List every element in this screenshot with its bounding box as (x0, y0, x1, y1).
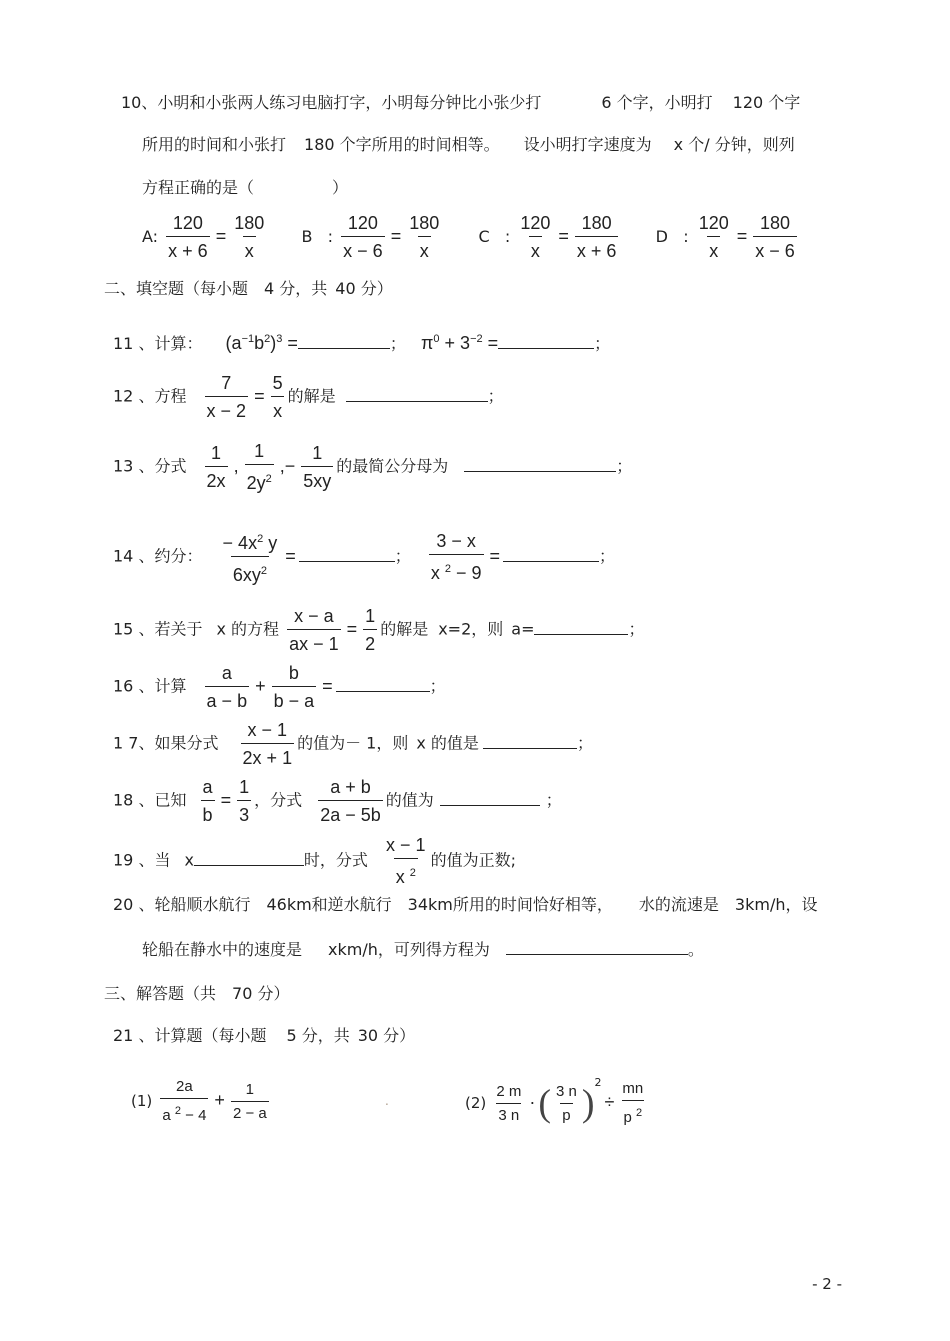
q10-line3 (142, 177, 348, 199)
q17-text2: x 的值是 (416, 733, 479, 753)
q13-frac-3: $\frac{1}{5xy}$ (303, 443, 332, 491)
q19 (113, 834, 516, 888)
q21-2-frac-1: $\frac{2 m}{3 n}$ (496, 1082, 522, 1124)
q13-text: 的最简公分母为 (336, 456, 449, 476)
option-d-left-frac (697, 212, 731, 262)
q12-blank[interactable] (346, 385, 488, 402)
section2-total: 40 分） (335, 279, 393, 298)
q21-heading (113, 1025, 415, 1047)
q20-text-c: 34km所用的时间恰好相等， (407, 895, 613, 914)
q10-paren-close: ） (332, 178, 349, 197)
q20-blank[interactable] (506, 938, 688, 955)
q11-blank-2[interactable] (498, 332, 594, 349)
q12-text: 的解是 (287, 386, 336, 406)
option-c-label: C : (478, 226, 511, 246)
q10-line1 (121, 92, 800, 114)
q15-end: ； (628, 619, 645, 639)
q17-end: ； (576, 733, 593, 753)
q11-sep: ； (389, 334, 406, 353)
q16-blank[interactable] (336, 675, 430, 692)
q17-label: 1 7、如果分式 (113, 733, 219, 753)
q18-text: 的值为 (385, 790, 434, 810)
q10-text-f: 设小明打字速度为 (523, 135, 652, 154)
q19-x: x (184, 850, 194, 870)
q16: 16 、计算 $\frac{a}{a - b}$ + $\frac{b}{b - a}$ = ； (113, 663, 446, 711)
frac-den: x − 6 (753, 236, 797, 262)
q15-text: 的解是 (380, 619, 429, 639)
q12-label: 12 、方程 (113, 386, 187, 406)
frac-den: x + 6 (166, 236, 210, 262)
q10-text-d: 所用的时间和小张打 (142, 135, 287, 154)
frac-num: 180 (409, 213, 440, 233)
q21-label: 21 、计算题（每小题 (113, 1026, 267, 1045)
q15-left-frac: $\frac{x - a}{ax - 1}$ (289, 606, 339, 654)
q17-text: 的值为－ 1，则 (297, 733, 409, 753)
q15-cond: x=2，则 (438, 619, 504, 639)
q14-frac-2: $\frac{3 - x}{x ^2 - 9}$ (430, 531, 482, 583)
section2-points: 4 分，共 (264, 279, 328, 298)
q15-ask: a= (511, 619, 535, 639)
q21-part2: (2) $\frac{2 m}{3 n}$ ·( $\frac{3 n}{p}$ )$^2$÷ $\frac{mn}{p ^2}$ (465, 1076, 644, 1126)
q19-label: 19 、当 (113, 850, 171, 870)
q13-frac-1: $\frac{1}{2x}$ (206, 443, 226, 491)
q17 (113, 719, 593, 769)
q10-option-c[interactable]: C : $\frac{120}{x}$ = $\frac{180}{x + 6}$ (478, 213, 617, 261)
q10-option-d[interactable]: D : $\frac{120}{x}$ = $\frac{180}{x - 6}$ (655, 213, 795, 261)
section3-title: 三、解答题（共 (104, 984, 217, 1003)
q12: 12 、方程 $\frac{7}{x - 2}$ = $\frac{5}{x}$ 的解是 ； (113, 373, 504, 421)
q20-text-e: 3km/h，设 (734, 895, 818, 914)
q14-blank-1[interactable] (299, 545, 395, 562)
q13-blank[interactable] (464, 455, 616, 472)
q11-blank-1[interactable] (298, 332, 390, 349)
option-d-right-frac (753, 212, 797, 262)
q18-label: 18 、已知 (113, 790, 187, 810)
q16-end: ； (429, 676, 446, 696)
q12-left-frac: $\frac{7}{x - 2}$ (206, 373, 247, 421)
section2-title: 二、填空题（每小题 (104, 279, 249, 298)
q21-1-frac-1: $\frac{2a}{a ^2 - 4}$ (162, 1078, 207, 1124)
frac-num: 180 (760, 213, 791, 233)
option-c-right-frac (575, 212, 619, 262)
option-a-label: A: (142, 226, 159, 246)
frac-num: 120 (347, 213, 378, 233)
option-b-label: B : (301, 226, 334, 246)
q21-points: 5 分，共 (286, 1026, 350, 1045)
q20-line2 (142, 938, 704, 961)
frac-num: 120 (172, 213, 203, 233)
q10-text-b: 6 个字，小明打 (601, 93, 713, 112)
section3-total: 70 分） (232, 984, 290, 1003)
q18-left-frac: $\frac{a}{b}$ (202, 777, 213, 825)
q21-part1: (1) $\frac{2a}{a ^2 - 4}$ + $\frac{1}{2 - a}$ (131, 1078, 267, 1124)
q18-blank[interactable] (440, 789, 540, 806)
q11-expr-2: $\pi^0 + 3^{-2}$ = (421, 333, 499, 353)
q12-right-frac: $\frac{5}{x}$ (272, 373, 283, 421)
stray-dot: . (385, 1094, 389, 1108)
q21-2-frac-3: $\frac{mn}{p ^2}$ (622, 1080, 644, 1126)
q16-label: 16 、计算 (113, 676, 187, 696)
q11-end: ； (594, 334, 611, 353)
q14-frac-1: $\frac{- 4x^2 y}{6xy^2}$ (222, 533, 278, 585)
q19-blank[interactable] (194, 849, 304, 866)
section3-heading (104, 983, 289, 1005)
q10-options (142, 212, 800, 262)
q13: 13 、分式 $\frac{1}{2x}$ , $\frac{1}{2y^2}$ ,− $\frac{1}{5xy}$ 的最简公分母为 ； (113, 441, 633, 493)
q21-total: 30 分） (357, 1026, 416, 1045)
q15-right-frac: $\frac{1}{2}$ (365, 606, 376, 654)
q14-sep: ； (394, 546, 411, 566)
q18-right-frac: $\frac{1}{3}$ (239, 777, 250, 825)
q14-label: 14 、约分： (113, 546, 203, 566)
q21-1-label: (1) (131, 1092, 153, 1110)
q13-frac-2: $\frac{1}{2y^2}$ (246, 441, 272, 493)
q13-end: ； (616, 456, 633, 476)
q10-option-a[interactable]: A: $\frac{120}{x + 6}$ = $\frac{180}{x}$ (142, 213, 265, 261)
q16-frac-1: $\frac{a}{a - b}$ (206, 663, 248, 711)
q20-text-f: 轮船在静水中的速度是 (142, 940, 303, 959)
q20-period: 。 (687, 940, 704, 959)
q17-blank[interactable] (483, 732, 577, 749)
q10-text-e: 180 个字所用的时间相等。 (304, 135, 500, 154)
q10-text-a: 10、小明和小张两人练习电脑打字，小明每分钟比小张少打 (121, 93, 542, 112)
frac-den: x (529, 236, 542, 262)
q16-frac-2: $\frac{b}{b - a}$ (273, 663, 315, 711)
q15-blank[interactable] (534, 618, 628, 635)
option-a-left-frac (166, 212, 210, 262)
q10-question: 方程正确的是（ (142, 178, 255, 197)
frac-den: x (707, 236, 720, 262)
q19-frac: $\frac{x - 1}{x ^2}$ (386, 835, 426, 887)
q15-mid: x 的方程 (216, 619, 280, 639)
page-number: - 2 - (812, 1275, 842, 1293)
frac-num: 180 (234, 213, 265, 233)
q10-text-g: x 个/ 分钟，则列 (673, 135, 795, 154)
q19-text: 时，分式 (303, 850, 368, 870)
q15-label: 15 、若关于 (113, 619, 203, 639)
q18-frac-2: $\frac{a + b}{2a - 5b}$ (320, 777, 381, 825)
option-b-left-frac (341, 212, 385, 262)
q13-label: 13 、分式 (113, 456, 187, 476)
option-b-right-frac (407, 212, 441, 262)
q17-frac: $\frac{x - 1}{2x + 1}$ (242, 720, 293, 768)
q10-option-b[interactable]: B : $\frac{120}{x - 6}$ = $\frac{180}{x}$ (301, 213, 440, 261)
q14-blank-2[interactable] (503, 545, 599, 562)
q19-text2: 的值为正数; (430, 850, 516, 870)
q20-line1 (113, 894, 817, 916)
section2-heading (104, 278, 393, 300)
q14: 14 、约分： $\frac{- 4x^2 y}{6xy^2}$ = ； $\frac{3 - x}{x ^2 - 9}$ = ； (113, 528, 615, 586)
q20-text-a: 20 、轮船顺水航行 (113, 895, 251, 914)
q18: 18 、已知 $\frac{a}{b}$ = $\frac{1}{3}$ ，分式 $\frac{a + b}{2a - 5b}$ 的值为 ； (113, 777, 562, 825)
frac-den: x + 6 (575, 236, 619, 262)
q10-line2 (142, 134, 795, 156)
q15: 15 、若关于 x 的方程 $\frac{x - a}{ax - 1}$ = $\frac{1}{2}$ 的解是 x=2，则 a= ； (113, 606, 645, 654)
q21-1-frac-2: $\frac{1}{2 - a}$ (232, 1080, 267, 1122)
q12-end: ； (487, 386, 504, 406)
frac-den: x (418, 236, 431, 262)
q20-text-g: xkm/h，可列得方程为 (328, 940, 490, 959)
q20-text-b: 46km和逆水航行 (266, 895, 392, 914)
option-d-label: D : (655, 226, 689, 246)
q14-end: ； (599, 546, 616, 566)
q11 (113, 328, 610, 355)
q11-expr-1: $(a^{-1}b^2)^3$ = (225, 333, 298, 353)
q20-text-d: 水的流速是 (638, 895, 719, 914)
frac-num: 180 (581, 213, 612, 233)
q21-2-frac-2: $\frac{3 n}{p}$ (556, 1082, 577, 1124)
q18-end: ； (545, 790, 562, 810)
frac-den: x (243, 236, 256, 262)
option-a-right-frac (232, 212, 266, 262)
option-c-left-frac (518, 212, 552, 262)
q10-text-c: 120 个字 (732, 93, 801, 112)
frac-num: 120 (520, 213, 551, 233)
q21-2-label: (2) (465, 1094, 487, 1112)
q18-mid: ，分式 (254, 790, 303, 810)
frac-den: x − 6 (341, 236, 385, 262)
frac-num: 120 (698, 213, 729, 233)
q11-label: 11 、计算： (113, 334, 203, 353)
